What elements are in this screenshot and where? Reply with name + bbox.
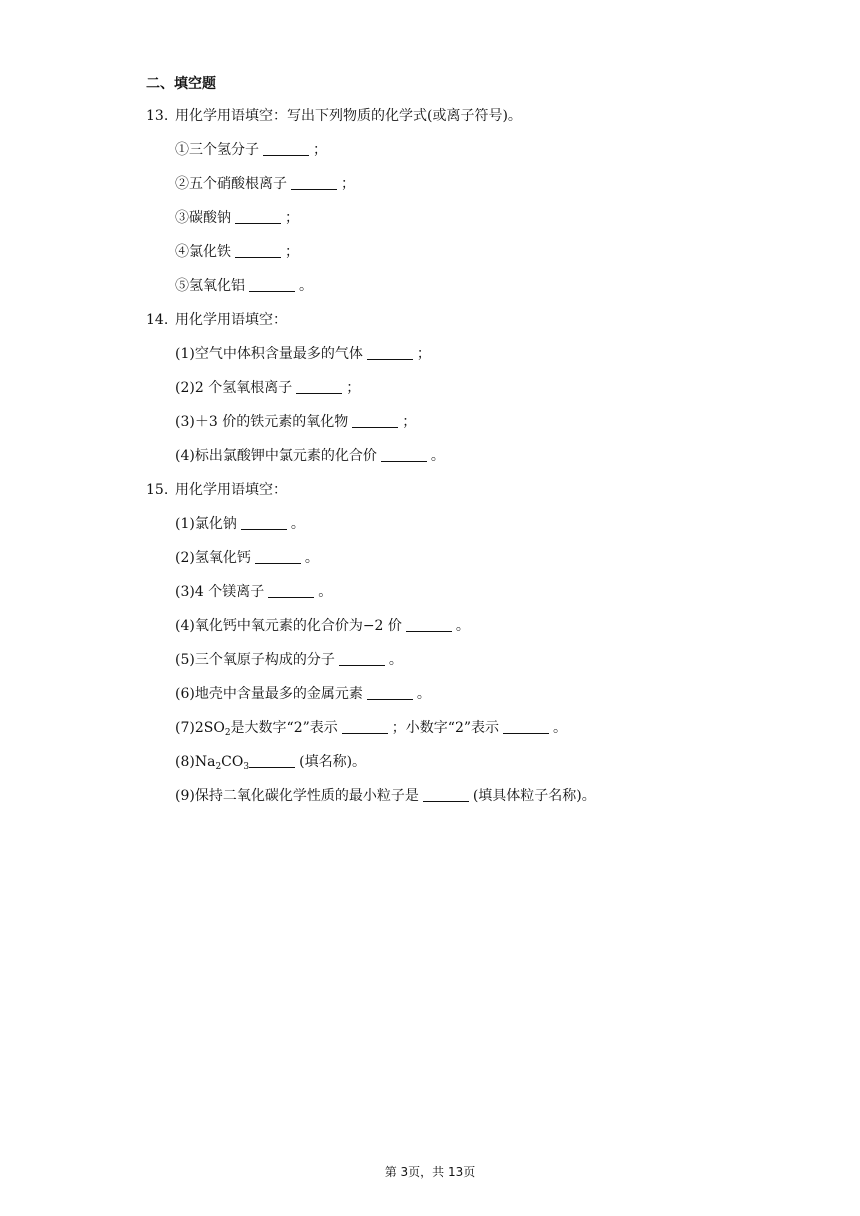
question-14-text: 用化学用语填空： bbox=[175, 312, 287, 328]
answer-blank bbox=[367, 685, 413, 700]
answer-blank bbox=[235, 209, 281, 224]
answer-blank bbox=[296, 379, 342, 394]
q13-item-3: ③碳酸钠 ； bbox=[175, 210, 299, 226]
question-14-number: 14. bbox=[146, 312, 169, 328]
answer-blank bbox=[241, 515, 287, 530]
answer-blank bbox=[406, 617, 452, 632]
question-13-number: 13. bbox=[146, 108, 169, 124]
question-15-text: 用化学用语填空： bbox=[175, 482, 287, 498]
q15-item-3: (3)4 个镁离子 。 bbox=[175, 584, 333, 600]
answer-blank bbox=[291, 175, 337, 190]
answer-blank bbox=[255, 549, 301, 564]
q13-item-4: ④氯化铁 ； bbox=[175, 244, 299, 260]
section-title: 二、填空题 bbox=[146, 76, 216, 92]
q15-item-5: (5)三个氧原子构成的分子 。 bbox=[175, 652, 403, 668]
page-footer: 第 3页，共 13页 bbox=[384, 1165, 476, 1179]
q15-item-7: $(7)2SO_2$是大数字“2”表示 ；小数字“2”表示 。 bbox=[175, 720, 568, 738]
question-15-number: 15. bbox=[146, 482, 169, 498]
answer-blank bbox=[352, 413, 398, 428]
answer-blank bbox=[423, 787, 469, 802]
q15-item-4: (4)氧化钙中氧元素的化合价为−2 价 。 bbox=[175, 618, 470, 634]
q15-item-1: (1)氯化钠 。 bbox=[175, 516, 305, 532]
answer-blank bbox=[342, 719, 388, 734]
q13-item-1: ①三个氢分子 ； bbox=[175, 142, 327, 158]
answer-blank bbox=[249, 753, 295, 768]
answer-blank bbox=[263, 141, 309, 156]
q13-item-2: ②五个硝酸根离子 ； bbox=[175, 176, 355, 192]
answer-blank bbox=[381, 447, 427, 462]
q15-item-9: (9)保持二氧化碳化学性质的最小粒子是 (填具体粒子名称)。 bbox=[175, 788, 596, 804]
q15-item-8: $(8)Na_2CO_3$ (填名称)。 bbox=[175, 754, 367, 772]
q14-item-3: (3)＋3 价的铁元素的氧化物 ； bbox=[175, 414, 417, 430]
q14-item-1: (1)空气中体积含量最多的气体 ； bbox=[175, 346, 431, 362]
answer-blank bbox=[367, 345, 413, 360]
q14-item-4: (4)标出氯酸钾中氯元素的化合价 。 bbox=[175, 448, 445, 464]
q15-item-2: (2)氢氧化钙 。 bbox=[175, 550, 319, 566]
answer-blank bbox=[503, 719, 549, 734]
question-13-text: 用化学用语填空：写出下列物质的化学式(或离子符号)。 bbox=[175, 108, 522, 124]
answer-blank bbox=[235, 243, 281, 258]
answer-blank bbox=[249, 277, 295, 292]
answer-blank bbox=[268, 583, 314, 598]
answer-blank bbox=[339, 651, 385, 666]
q15-item-6: (6)地壳中含量最多的金属元素 。 bbox=[175, 686, 431, 702]
q14-item-2: (2)2 个氢氧根离子 ； bbox=[175, 380, 361, 396]
q13-item-5: ⑤氢氧化铝 。 bbox=[175, 278, 313, 294]
